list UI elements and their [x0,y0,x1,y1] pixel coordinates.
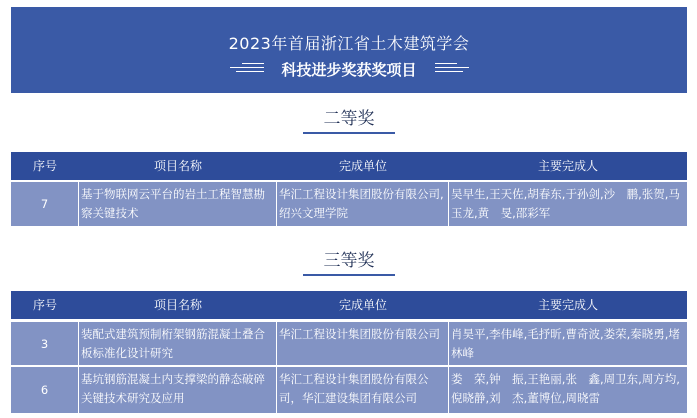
column-header-people: 主要完成人 [537,159,598,173]
page [11,0,687,418]
table-row [11,182,687,226]
column-header-unit: 完成单位 [338,159,387,173]
header-title: 2023年首届浙江省土木建筑学会 [228,34,470,53]
column-header-project: 项目名称 [153,298,202,312]
row-people: 娄 荣,钟 振,王艳丽,张 鑫,周卫东,周方均,倪晓静,刘 杰,董博位,周晓雷 [451,372,680,405]
row-project: 基于物联网云平台的岩土工程智慧勘察关键技术 [79,182,277,226]
row-project: 基坑钢筋混凝土内支撑梁的静态破碎关键技术研究及应用 [79,367,277,413]
column-header-project: 项目名称 [153,159,202,173]
right-decoration-lines-icon [435,61,469,75]
row-unit: 华汇工程设计集团股份有限公司，华汇建设集团有限公司 [277,367,449,413]
third-prize-heading-text: 三等奖 [323,251,375,271]
second-prize-heading-text: 二等奖 [323,109,375,129]
third-prize-table-header [11,291,687,319]
third-prize-heading [11,246,687,276]
row-people: 吴早生,王天佐,胡春东,于孙剑,沙 鹏,张贺,马玉龙,黄 旻,邵彩军 [451,187,680,220]
third-prize-underline [303,274,395,276]
column-header-unit: 完成单位 [338,298,387,312]
column-header-no: 序号 [32,159,57,173]
second-prize-underline [303,132,395,134]
row-unit: 华汇工程设计集团股份有限公司 [277,322,449,365]
row-no: 6 [11,367,79,413]
header-banner [11,7,687,93]
table-row [11,322,687,365]
second-prize-heading [11,104,687,134]
table-row [11,367,687,413]
second-prize-table-header [11,152,687,180]
row-project: 装配式建筑预制桁架钢筋混凝土叠合板标准化设计研究 [79,322,277,365]
column-header-people: 主要完成人 [537,298,598,312]
row-people: 肖昊平,李伟峰,毛抒昕,曹奇波,娄荣,秦晓勇,堵林峰 [451,327,680,360]
column-header-no: 序号 [32,298,57,312]
row-unit: 华汇工程设计集团股份有限公司,绍兴文理学院 [277,182,449,226]
row-no: 7 [11,182,79,226]
row-no: 3 [11,322,79,365]
header-subtitle: 科技进步奖获奖项目 [281,61,417,79]
